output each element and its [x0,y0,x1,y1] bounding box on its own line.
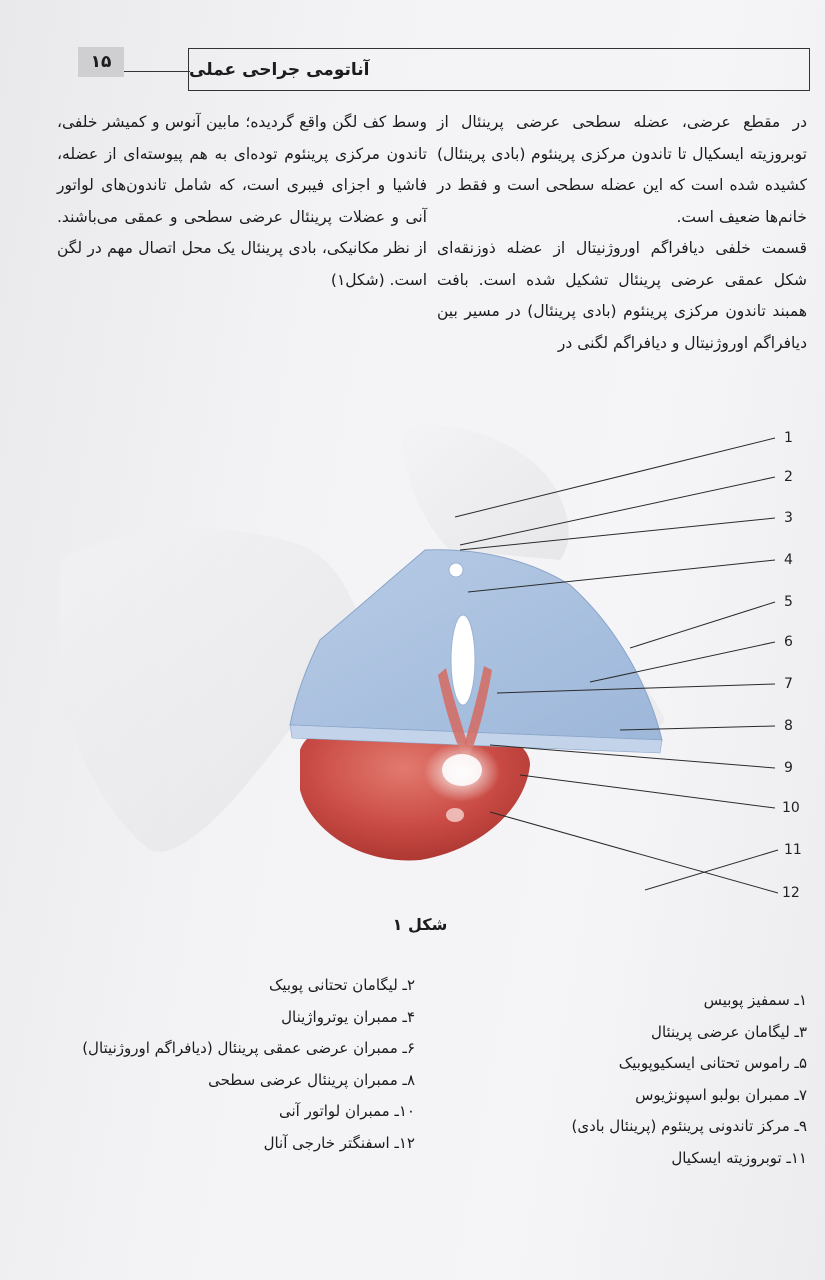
body-paragraph: وسط کف لگن واقع گردیده؛ مابین آنوس و کمیشر خلفی، تاندون مرکزی پرینئوم توده‌ای به هم پیوسته‌ای از عضله، فاشیا و اجزای فیبری است، که شامل تاندون‌های لواتور آنی و عضلات پرینئال عرضی سطحی و عمقی می‌باشند. از نظر مکانیکی، بادی پرینئال یک محل اتصال مهم در لگن است. (شکل۱) [57,113,427,289]
legend-item: ۱ـ سمفیز پوبیس [703,991,807,1009]
header-connector-line [124,71,190,72]
body-paragraph: در مقطع عرضی، عضله سطحی عرضی پرینئال از توبروزیته ایسکیال تا تاندون مرکزی پرینئوم (بادی پرینئال) کشیده شده است که این عضله سطحی است و فقط در خانم‌ها ضعیف است. [437,113,807,226]
urethral-opening [449,563,463,577]
legend-item: ۱۰ـ ممبران لواتور آنی [278,1102,415,1120]
callout-8: 8 [784,718,793,734]
callout-11: 11 [784,842,802,858]
figure-caption: شکل ۱ [392,915,448,934]
callout-3: 3 [784,510,793,526]
legend-item: ۳ـ لیگامان عرضی پرینئال [651,1022,807,1041]
legend-item: ۹ـ مرکز تاندونی پرینئوم (پرینئال بادی) [571,1117,807,1135]
callout-4: 4 [784,552,793,568]
anatomical-figure [0,420,825,910]
legend-item: ۱۲ـ اسفنگتر خارجی آنال [263,1133,415,1152]
callout-6: 6 [784,634,793,650]
text-column-left [57,107,427,296]
text-column-right [437,107,807,359]
callout-12: 12 [782,885,800,901]
running-header [188,48,810,91]
vaginal-opening [451,615,475,705]
anal-opening [446,808,464,822]
legend-item: ۱۱ـ توبروزیته ایسکیال [671,1148,807,1167]
body-paragraph: قسمت خلفی دیافراگم اوروژنیتال از عضله ذوزنقه‌ای شکل عمقی عرضی پرینئال تشکیل شده است. بافت همبند تاندون مرکزی پرینئوم (بادی پرینئال) در مسیر بین دیافراگم اوروژنیتال و دیافراگم لگنی در [437,239,807,352]
legend-left [30,970,415,1159]
callout-5: 5 [784,594,793,610]
perineum-illustration [0,420,825,910]
legend-item: ۷ـ ممبران بولبو اسپونژیوس [635,1085,807,1104]
perineal-body [442,754,482,786]
callout-2: 2 [784,469,793,485]
legend-item: ۸ـ ممبران پرینئال عرضی سطحی [208,1070,415,1089]
legend-right [437,985,807,1174]
legend-item: ۴ـ ممبران یوترواژینال [281,1007,415,1026]
callout-7: 7 [784,676,793,692]
callout-9: 9 [784,760,793,776]
legend-item: ۵ـ راموس تحتانی ایسکیوپوبیک [618,1054,807,1072]
legend-item: ۶ـ ممبران عرضی عمقی پرینئال (دیافراگم اوروژنیتال) [82,1039,415,1057]
callout-10: 10 [782,800,800,816]
page-number: ۱۵ [78,47,124,77]
legend-item: ۲ـ لیگامان تحتانی پوبیک [268,976,415,994]
callout-1: 1 [784,430,793,446]
running-header-title: آناتومی جراحی عملی [189,59,370,80]
